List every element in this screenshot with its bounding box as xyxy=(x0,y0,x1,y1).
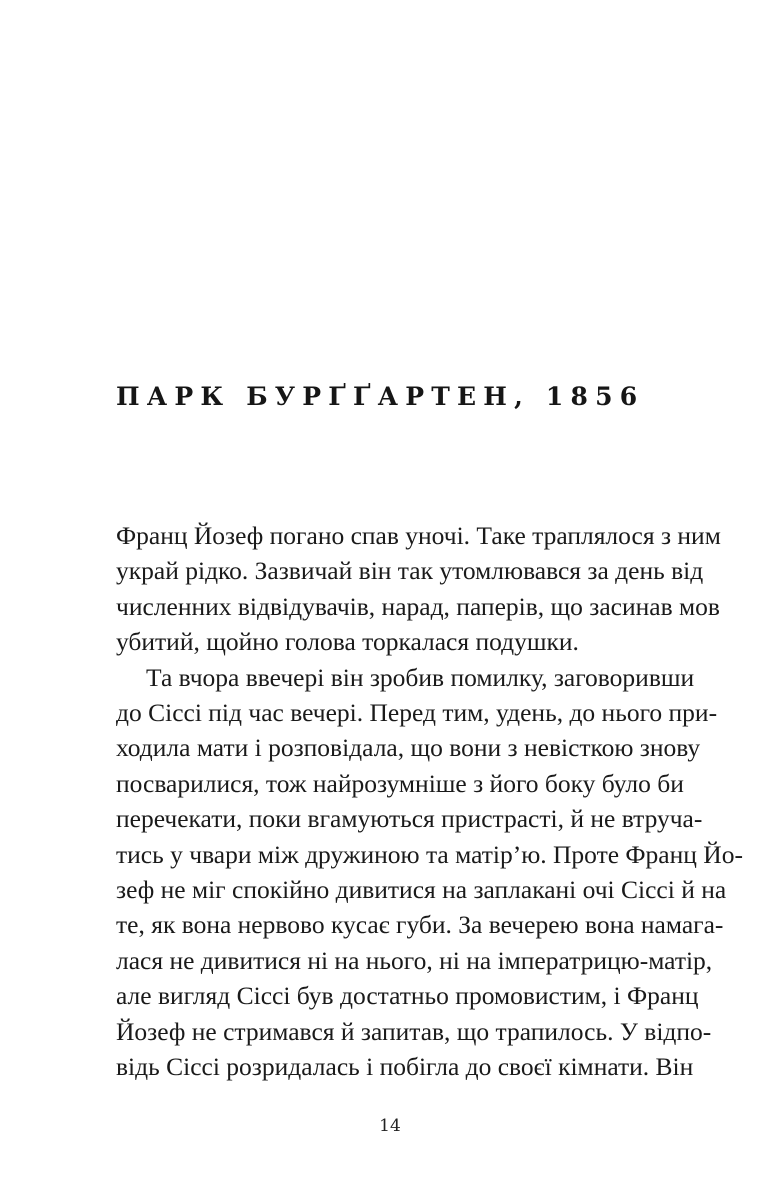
chapter-title: ПАРК БУРҐҐАРТЕН, 1856 xyxy=(116,382,645,411)
page-number: 14 xyxy=(379,1116,401,1136)
body-text xyxy=(116,518,743,1085)
text-line: Йозеф не стримався й запитав, що трапилось. У відпо- xyxy=(116,1016,712,1046)
text-line: украй рідко. Зазвичай він так утомлювався за день від xyxy=(116,556,704,586)
text-line: але вигляд Сіссі був достатньо промовистим, і Франц xyxy=(116,981,699,1011)
text-line: Та вчора ввечері він зробив помилку, заговоривши xyxy=(146,662,695,692)
text-line: посварилися, тож найрозумніше з його боку було би xyxy=(116,768,684,798)
paragraph-2 xyxy=(116,660,743,1085)
paragraph-1 xyxy=(116,518,721,660)
text-line: відь Сіссі розридалась і побігла до своєї кімнати. Він xyxy=(116,1052,694,1082)
text-line: Франц Йозеф погано спав уночі. Таке траплялося з ним xyxy=(116,521,721,550)
text-line: убитий, щойно голова торкалася подушки. xyxy=(116,627,579,657)
text-line: те, як вона нервово кусає губи. За вечерею вона намага- xyxy=(116,910,724,940)
text-line: лася не дивитися ні на нього, ні на імператрицю-матір, xyxy=(116,945,713,975)
text-line: ходила мати і розповідала, що вони з невісткою знову xyxy=(116,733,701,763)
text-line: численних відвідувачів, нарад, паперів, що засинав мов xyxy=(116,591,720,621)
text-line: перечекати, поки вгамуються пристрасті, й не втруча- xyxy=(116,804,703,834)
text-line: тись у чвари між дружиною та матір’ю. Проте Франц Йо- xyxy=(116,839,743,869)
text-line: зеф не міг спокійно дивитися на заплакані очі Сіссі й на xyxy=(116,875,727,905)
text-line: до Сіссі під час вечері. Перед тим, удень, до нього при- xyxy=(116,698,718,728)
